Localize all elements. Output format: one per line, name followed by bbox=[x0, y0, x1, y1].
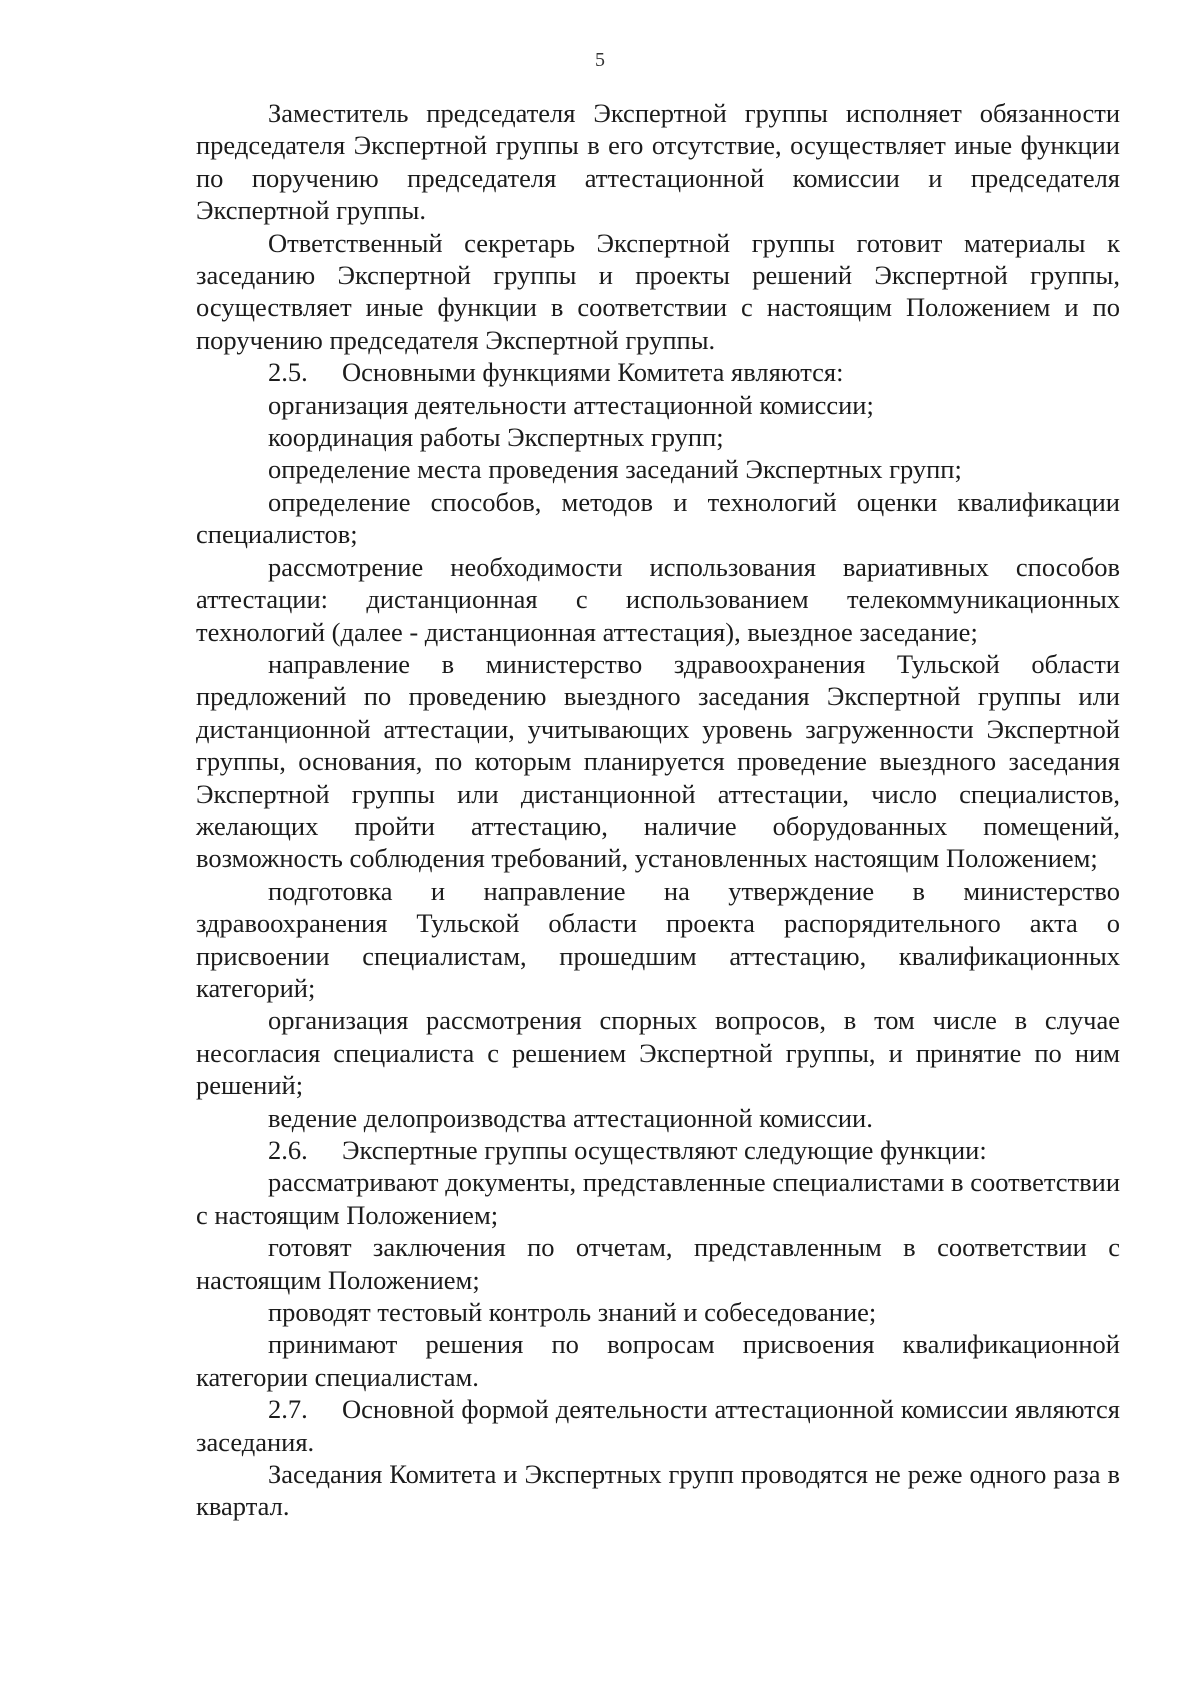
paragraph-deputy-chair: Заместитель председателя Экспертной группы исполняет обязанности председателя Экспертной группы в его отсутствие, осуществляет иные функции по поручению председателя аттестационной комиссии и председателя Экспертной группы. bbox=[196, 98, 1120, 226]
list-item: определение способов, методов и технологий оценки квалификации специалистов; bbox=[196, 486, 1120, 550]
list-item: рассмотрение необходимости использования вариативных способов аттестации: дистанционная с использованием телекоммуникационных технологий (далее - дистанционная аттестация), выездное заседание; bbox=[196, 551, 1120, 647]
list-item: готовят заключения по отчетам, представленным в соответствии с настоящим Положением; bbox=[196, 1232, 1120, 1295]
list-item: рассматривают документы, представленные специалистами в соответствии с настоящим Положением; bbox=[196, 1167, 1120, 1230]
section-2-7-heading bbox=[196, 1393, 1120, 1458]
list-item: организация деятельности аттестационной комиссии; bbox=[268, 389, 874, 420]
list-item: организация рассмотрения спорных вопросов, в том числе в случае несогласия специалиста с решением Экспертной группы, и принятие по ним решений; bbox=[196, 1005, 1120, 1101]
paragraph-meeting-frequency: Заседания Комитета и Экспертных групп проводятся не реже одного раза в квартал. bbox=[196, 1459, 1120, 1522]
page-number: 5 bbox=[595, 49, 605, 71]
section-text: Экспертные группы осуществляют следующие функции: bbox=[342, 1135, 987, 1165]
list-item: принимают решения по вопросам присвоения квалификационной категории специалистам. bbox=[196, 1329, 1120, 1392]
section-number: 2.6. bbox=[268, 1135, 308, 1165]
section-number: 2.5. bbox=[268, 357, 308, 388]
list-item: направление в министерство здравоохранения Тульской области предложений по проведению выездного заседания Экспертной группы или дистанционной аттестации, учитывающих уровень загруженности Экспертной группы, основания, по которым планируется проведение выездного заседания Экспертной группы или дистанционной аттестации, число специалистов, желающих пройти аттестацию, наличие оборудованных помещений, возможность соблюдения требований, установленных настоящим Положением; bbox=[196, 648, 1120, 874]
list-item: проводят тестовый контроль знаний и собеседование; bbox=[268, 1297, 877, 1328]
list-item: подготовка и направление на утверждение в министерство здравоохранения Тульской области проекта распорядительного акта о присвоении специалистам, прошедшим аттестацию, квалификационных категорий; bbox=[196, 875, 1120, 1003]
section-number: 2.7. bbox=[268, 1394, 308, 1425]
paragraph-executive-secretary: Ответственный секретарь Экспертной группы готовит материалы к заседанию Экспертной группы и проекты решений Экспертной группы, осуществляет иные функции в соответствии с настоящим Положением и по поручению председателя Экспертной группы. bbox=[196, 227, 1120, 355]
list-item: координация работы Экспертных групп; bbox=[268, 422, 724, 453]
section-text: Основными функциями Комитета являются: bbox=[342, 357, 844, 388]
document-body bbox=[196, 97, 1120, 1523]
section-2-6-heading bbox=[196, 1134, 1120, 1166]
section-text: Основной формой деятельности аттестационной комиссии являются заседания. bbox=[196, 1394, 1120, 1457]
list-item: определение места проведения заседаний Экспертных групп; bbox=[268, 454, 962, 485]
section-2-5-heading bbox=[196, 356, 1120, 388]
list-item: ведение делопроизводства аттестационной комиссии. bbox=[268, 1102, 873, 1133]
